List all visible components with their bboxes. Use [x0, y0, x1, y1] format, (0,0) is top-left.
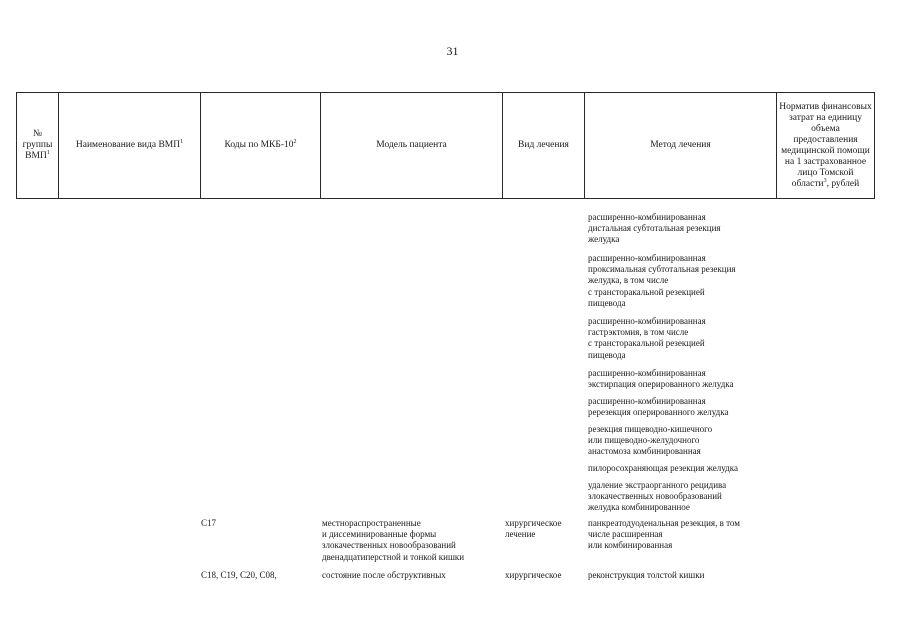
method-item: расширенно-комбинированная проксимальная субтотальная резекция желудка, в том числе с трансторакальной резекцией пищевода — [588, 253, 736, 308]
row-treatment-kind: хирургическое лечение — [505, 518, 562, 540]
row-patient-model: состояние после обструктивных — [322, 570, 446, 580]
method-item: расширенно-комбинированная гастрэктомия, в том числе с трансторакальной резекцией пищевода — [588, 316, 706, 360]
row-treatment-method: панкреатодуоденальная резекция, в том числе расширенная или комбинированная — [588, 518, 740, 551]
row-treatment-method: реконструкция толстой кишки — [588, 570, 705, 580]
header-vmp-name: Наименование вида ВМП$^1$ — [59, 93, 201, 199]
header-treatment-method: Метод лечения — [585, 93, 777, 199]
page-number: 31 — [446, 44, 459, 58]
row-code: C18, C19, C20, C08, — [201, 570, 277, 580]
header-patient-model: Модель пациента — [321, 93, 503, 199]
row-treatment-kind: хирургическое — [505, 570, 562, 580]
method-item: расширенно-комбинированная экстирпация оперированного желудка — [588, 368, 734, 390]
method-item: расширенно-комбинированная дистальная субтотальная резекция желудка — [588, 212, 721, 245]
header-treatment-kind: Вид лечения — [503, 93, 585, 199]
method-item: удаление экстраорганного рецидива злокачественных новообразований желудка комбинированное — [588, 480, 727, 513]
method-item: расширенно-комбинированная ререзекция оперированного желудка — [588, 396, 729, 418]
method-item: пилоросохраняющая резекция желудка — [588, 463, 738, 473]
row-code: C17 — [201, 518, 217, 528]
header-icd-codes: Коды по МКБ-$10^2$ — [201, 93, 321, 199]
row-patient-model: местнораспространенные и диссеминированные формы злокачественных новообразований двенадцатиперстной и тонкой кишки — [322, 518, 465, 562]
header-cost-norm: Норматив финансовых затрат на единицу объема предоставления медицинской помощи на 1 застрахованное лицо Томской области$^3$, рублей — [777, 93, 875, 199]
method-item: резекция пищеводно-кишечного или пищеводно-желудочного анастомоза комбинированная — [588, 424, 713, 457]
table-header — [16, 92, 875, 199]
header-group-number: № группы ВМП$^1$ — [17, 93, 59, 199]
